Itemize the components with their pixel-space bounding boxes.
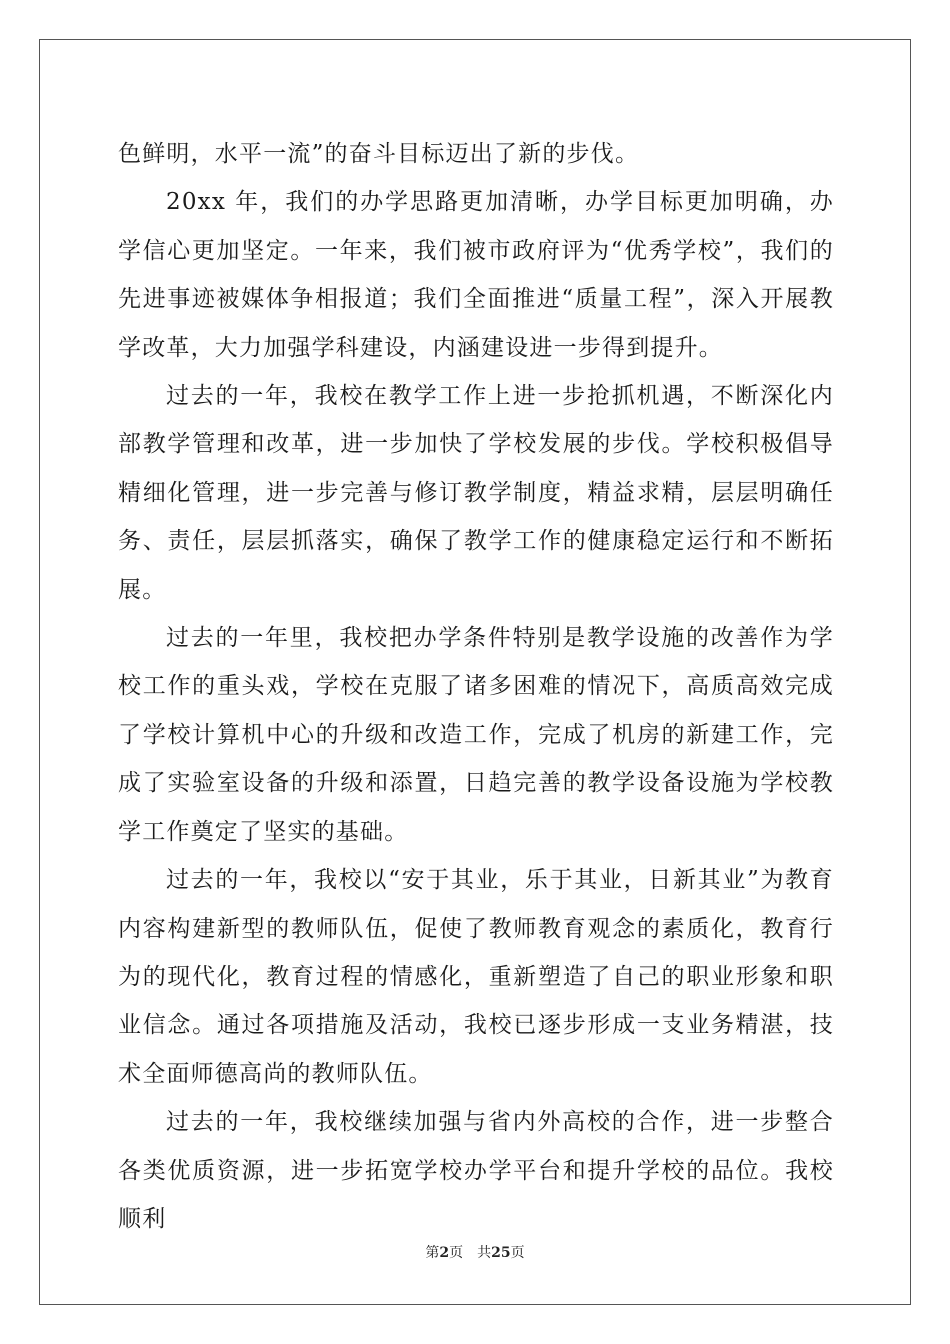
paragraph-6: 过去的一年，我校继续加强与省内外高校的合作，进一步整合各类优质资源，进一步拓宽学校办学平台和提升学校的品位。我校顺利 <box>118 1109 834 1232</box>
paragraph-3: 过去的一年，我校在教学工作上进一步抢抓机遇，不断深化内部教学管理和改革，进一步加快了学校发展的步伐。学校积极倡导精细化管理，进一步完善与修订教学制度，精益求精，层层明确任务、责任，层层抓落实，确保了教学工作的健康稳定运行和不断拓展。 <box>118 383 834 603</box>
document-body <box>118 130 834 1243</box>
paragraph-1: 色鲜明，水平一流”的奋斗目标迈出了新的步伐。 <box>118 141 640 167</box>
current-page-number: 2 <box>439 1245 450 1261</box>
paragraph-5: 过去的一年，我校以“安于其业，乐于其业，日新其业”为教育内容构建新型的教师队伍，促使了教师教育观念的素质化，教育行为的现代化，教育过程的情感化，重新塑造了自己的职业形象和职业信念。通过各项措施及活动，我校已逐步形成一支业务精湛，技术全面师德高尚的教师队伍。 <box>118 867 834 1087</box>
total-pages-number: 25 <box>491 1245 511 1261</box>
page-footer <box>0 1244 950 1262</box>
paragraph-4: 过去的一年里，我校把办学条件特别是教学设施的改善作为学校工作的重头戏，学校在克服了诸多困难的情况下，高质高效完成了学校计算机中心的升级和改造工作，完成了机房的新建工作，完成了实验室设备的升级和添置，日趋完善的教学设备设施为学校教学工作奠定了坚实的基础。 <box>118 625 834 845</box>
footer-total-suffix: 页 <box>510 1245 525 1261</box>
footer-page-suffix: 页 <box>449 1245 464 1261</box>
footer-total-prefix: 共 <box>477 1245 492 1261</box>
paragraph-2: 20xx 年，我们的办学思路更加清晰，办学目标更加明确，办学信心更加坚定。一年来，我们被市政府评为“优秀学校”，我们的先进事迹被媒体争相报道；我们全面推进“质量工程”，深入开展教学改革，大力加强学科建设，内涵建设进一步得到提升。 <box>118 189 834 361</box>
footer-prefix: 第 <box>425 1245 440 1261</box>
